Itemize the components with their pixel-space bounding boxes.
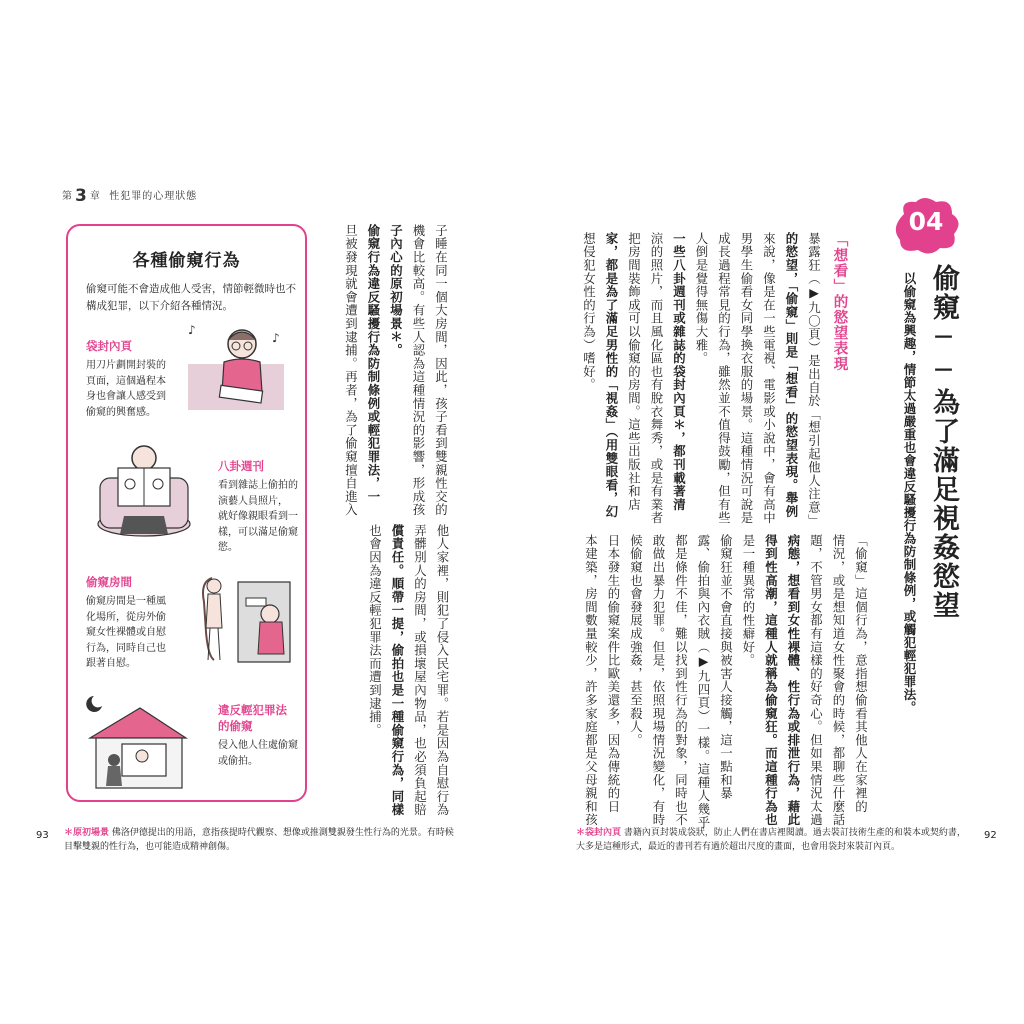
- chapter-prefix: 第: [62, 191, 73, 202]
- item-text-bag-page: 用刀片劃開封裝的 頁面，這個過程本 身也會讓人感受到 偷窺的興奮感。: [86, 360, 166, 418]
- right-upper-text: [578, 232, 851, 532]
- text-column: 想侵犯女性的行為）嗜好。: [581, 232, 597, 392]
- text-column: 暴露狂（▶九〇頁）是出自於「想引起他人注意」: [806, 232, 822, 528]
- item-title-peep-room: 偷窺房間: [86, 575, 132, 589]
- text-column: 「偷窺」這個行為，意指想偷看其他人在家裡的: [853, 534, 869, 814]
- footnote-text: 大多是這種形式，最近的書刊若有過於超出尺度的畫面，也會用袋封來裝訂內頁。: [576, 842, 901, 852]
- footnote-text: 書籍內頁封裝成袋狀，防止人們在書店裡閱讀。過去裝訂技術生產的和裝本或契約書，: [623, 828, 966, 838]
- chapter-header: [62, 186, 197, 206]
- text-column: 他人家裡，則犯了侵入民宅罪。若是因為自慰行為: [435, 524, 450, 817]
- text-column: 涼的照片，而且風化區也有脫衣舞秀，或是有業者: [649, 232, 664, 525]
- footnote-text: 目擊雙親的性行為，也可能造成精神創傷。: [64, 842, 236, 852]
- footnote-term: ＊原初場景: [64, 828, 110, 838]
- text-column: 日本發生的偷窺案件比歐美還多，因為傳統的日: [606, 534, 621, 814]
- text-column: 本建築，房間數量較少，許多家庭都是父母親和孩: [583, 534, 599, 827]
- woman-reading-illustration: [180, 322, 292, 414]
- item-text-peep-room: 偷窺房間是一種風 化場所，從房外偷 窺女性裸體或自慰 行為，同時自己也 跟著自慰。: [86, 596, 166, 669]
- footnote-text: 佛洛伊德提出的用語，意指孩提時代觀察、想像或推測雙親發生性行為的光景。有時候: [111, 828, 454, 838]
- text-column: 成長過程常見的行為，雖然並不值得鼓勵，但有些: [716, 232, 732, 525]
- text-column: 把房間裝飾成可以偷窺的房間。這些出版社和店: [626, 232, 642, 512]
- text-column: 偷窺行為違反騷擾行為防制條例或輕犯罪法，一: [366, 224, 381, 504]
- text-column: 弄髒別人的房間，或損壞屋內物品，也必須負起賠: [412, 524, 428, 817]
- section-number: 04: [908, 207, 944, 236]
- item-title-gossip-weekly: 八卦週刊: [218, 459, 264, 473]
- text-column: 子睡在同一個大房間，因此，孩子看到雙親性交的: [433, 224, 449, 517]
- text-column: 情況，或是想知道女性聚會的時候，都聊些什麼話: [831, 534, 846, 827]
- text-column: 旦被發現就會遭到逮捕。再者，為了偷窺擅自進入: [343, 224, 359, 517]
- page-title: 偷窺──為了滿足視姦慾望: [928, 264, 959, 620]
- text-column: 男學生偷看女同學換衣服的場景。這種情況可說是: [739, 232, 754, 525]
- item-text-gossip-weekly: 看到雜誌上偷拍的 演藝人員照片， 就好像親眼看到一 樣，可以滿足偷窺 慾。: [218, 480, 298, 553]
- left-upper-text: [340, 224, 452, 516]
- text-column: 一些八卦週刊或雜誌的袋封內頁＊，都刊載著清: [671, 232, 687, 512]
- chapter-suffix: 章: [89, 191, 101, 202]
- text-column: 償責任。順帶一提，偷拍也是一種偷窺行為，同樣: [390, 524, 405, 817]
- sidebar-box-intro: 偷窺可能不會造成他人受害，情節輕微時也不構成犯罪，以下介紹各種情況。: [86, 283, 296, 312]
- text-column: 病態，想看到女性裸體、性行為或排泄行為，藉此: [786, 534, 801, 827]
- page-subtitle: 以偷窺為興趣，情節太過嚴重也會違反騷擾行為防制條例，或觸犯輕犯罪法。: [902, 272, 917, 714]
- text-column: 候偷窺也會發展成強姦，甚至殺人。: [628, 534, 644, 747]
- peep-room-illustration: [190, 572, 294, 664]
- text-column: 也會因為違反輕犯罪法而遭到逮捕。: [367, 524, 383, 737]
- chapter-title: 性犯罪的心理狀態: [109, 191, 198, 202]
- footnote-term: ＊袋封內頁: [576, 828, 622, 838]
- item-title-minor-offense: 違反輕犯罪法 的偷窺: [218, 703, 287, 733]
- man-reading-magazine-illustration: [94, 438, 194, 538]
- sidebar-box: [66, 224, 307, 802]
- text-column: 是一種異常的性癖好。: [741, 534, 756, 667]
- text-column: 敢做出暴力犯罪。但是，依照現場情況變化，有時: [651, 534, 666, 827]
- text-column: 人倒是覺得無傷大雅。: [694, 232, 709, 365]
- house-window-illustration: [86, 686, 190, 790]
- sidebar-box-title: 各種偷窺行為: [132, 251, 241, 271]
- text-column: 題，不管男女都有這樣的好奇心。但如果情況太過: [808, 534, 824, 827]
- page-number-right: 92: [984, 830, 997, 841]
- text-column: 的慾望，「偷窺」則是「想看」的慾望表現。舉例: [784, 232, 799, 519]
- chapter-number: 3: [75, 186, 88, 206]
- text-column: 家，都是為了滿足男性的「視姦」（用雙眼看，幻: [604, 232, 619, 519]
- left-footnote: [64, 826, 454, 854]
- text-column: 都是條件不佳，難以找到性行為的對象，同時也不: [673, 534, 689, 827]
- text-column: 偷窺狂並不會直接與被害人接觸，這一點和暴: [718, 534, 734, 800]
- text-column: 來說，像是在一些電視、電影或小說中，會有高中: [761, 232, 777, 525]
- right-footnote: [576, 826, 976, 854]
- right-lower-text: [580, 534, 872, 830]
- text-column: 露、偷拍與內衣賊（▶九四頁）一樣。這種人幾乎: [696, 534, 711, 830]
- item-title-bag-page: 袋封內頁: [86, 339, 132, 353]
- left-lower-text: [364, 524, 453, 816]
- svg-text:♪: ♪: [272, 331, 280, 345]
- page-number-left: 93: [36, 830, 49, 841]
- text-column: 機會比較高。有些人認為這種情況的影響，形成孩: [411, 224, 426, 517]
- text-column: 得到性高潮，這種人就稱為偷窺狂。而這種行為也: [763, 534, 779, 827]
- item-text-minor-offense: 侵入他人住處偷窺 或偷拍。: [218, 740, 298, 767]
- text-column: 子內心的原初場景＊。: [388, 224, 404, 357]
- section-heading: 「想看」的慾望表現: [831, 232, 848, 372]
- svg-text:♪: ♪: [188, 323, 196, 337]
